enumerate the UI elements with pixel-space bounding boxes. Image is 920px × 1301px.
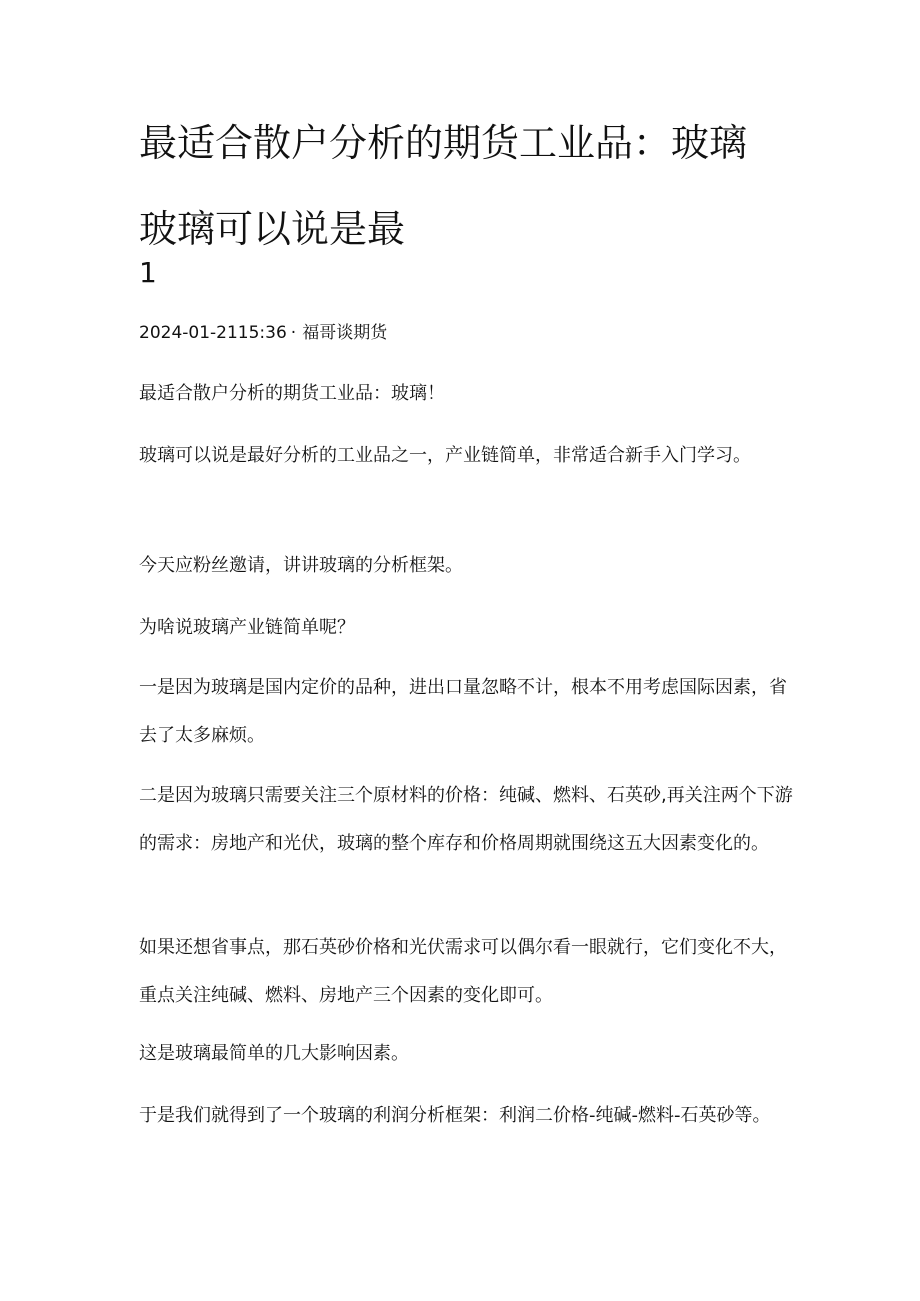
paragraph: 于是我们就得到了一个玻璃的利润分析框架：利润二价格-纯碱-燃料-石英砂等。 xyxy=(139,1105,771,1126)
meta-separator: · xyxy=(290,323,297,343)
paragraph: 如果还想省事点，那石英砂价格和光伏需求可以偶尔看一眼就行，它们变化不大，重点关注纯碱、燃料、房地产三个因素的变化即可。 xyxy=(139,937,787,1006)
paragraph: 玻璃可以说是最好分析的工业品之一，产业链简单，非常适合新手入门学习。 xyxy=(139,445,751,466)
article-title-line-3: 1 xyxy=(139,256,157,289)
paragraph: 二是因为玻璃只需要关注三个原材料的价格：纯碱、燃料、石英砂,再关注两个下游的需求：房地产和光伏，玻璃的整个库存和价格周期就围绕这五大因素变化的。 xyxy=(139,785,793,854)
article-title-line-2: 玻璃可以说是最 xyxy=(139,207,406,251)
article-title-line-1: 最适合散户分析的期货工业品：玻璃 xyxy=(139,121,748,165)
publish-datetime: 2024-01-2115:36 xyxy=(139,323,287,343)
article-meta xyxy=(139,322,387,344)
paragraph: 为啥说玻璃产业链简单呢？ xyxy=(139,617,355,638)
paragraph: 一是因为玻璃是国内定价的品种，进出口量忽略不计，根本不用考虑国际因素，省去了太多麻烦。 xyxy=(139,677,787,746)
paragraph: 最适合散户分析的期货工业品：玻璃！ xyxy=(139,383,445,404)
paragraph: 这是玻璃最简单的几大影响因素。 xyxy=(139,1043,409,1064)
paragraph: 今天应粉丝邀请，讲讲玻璃的分析框架。 xyxy=(139,555,463,576)
author-name: 福哥谈期货 xyxy=(302,323,388,343)
